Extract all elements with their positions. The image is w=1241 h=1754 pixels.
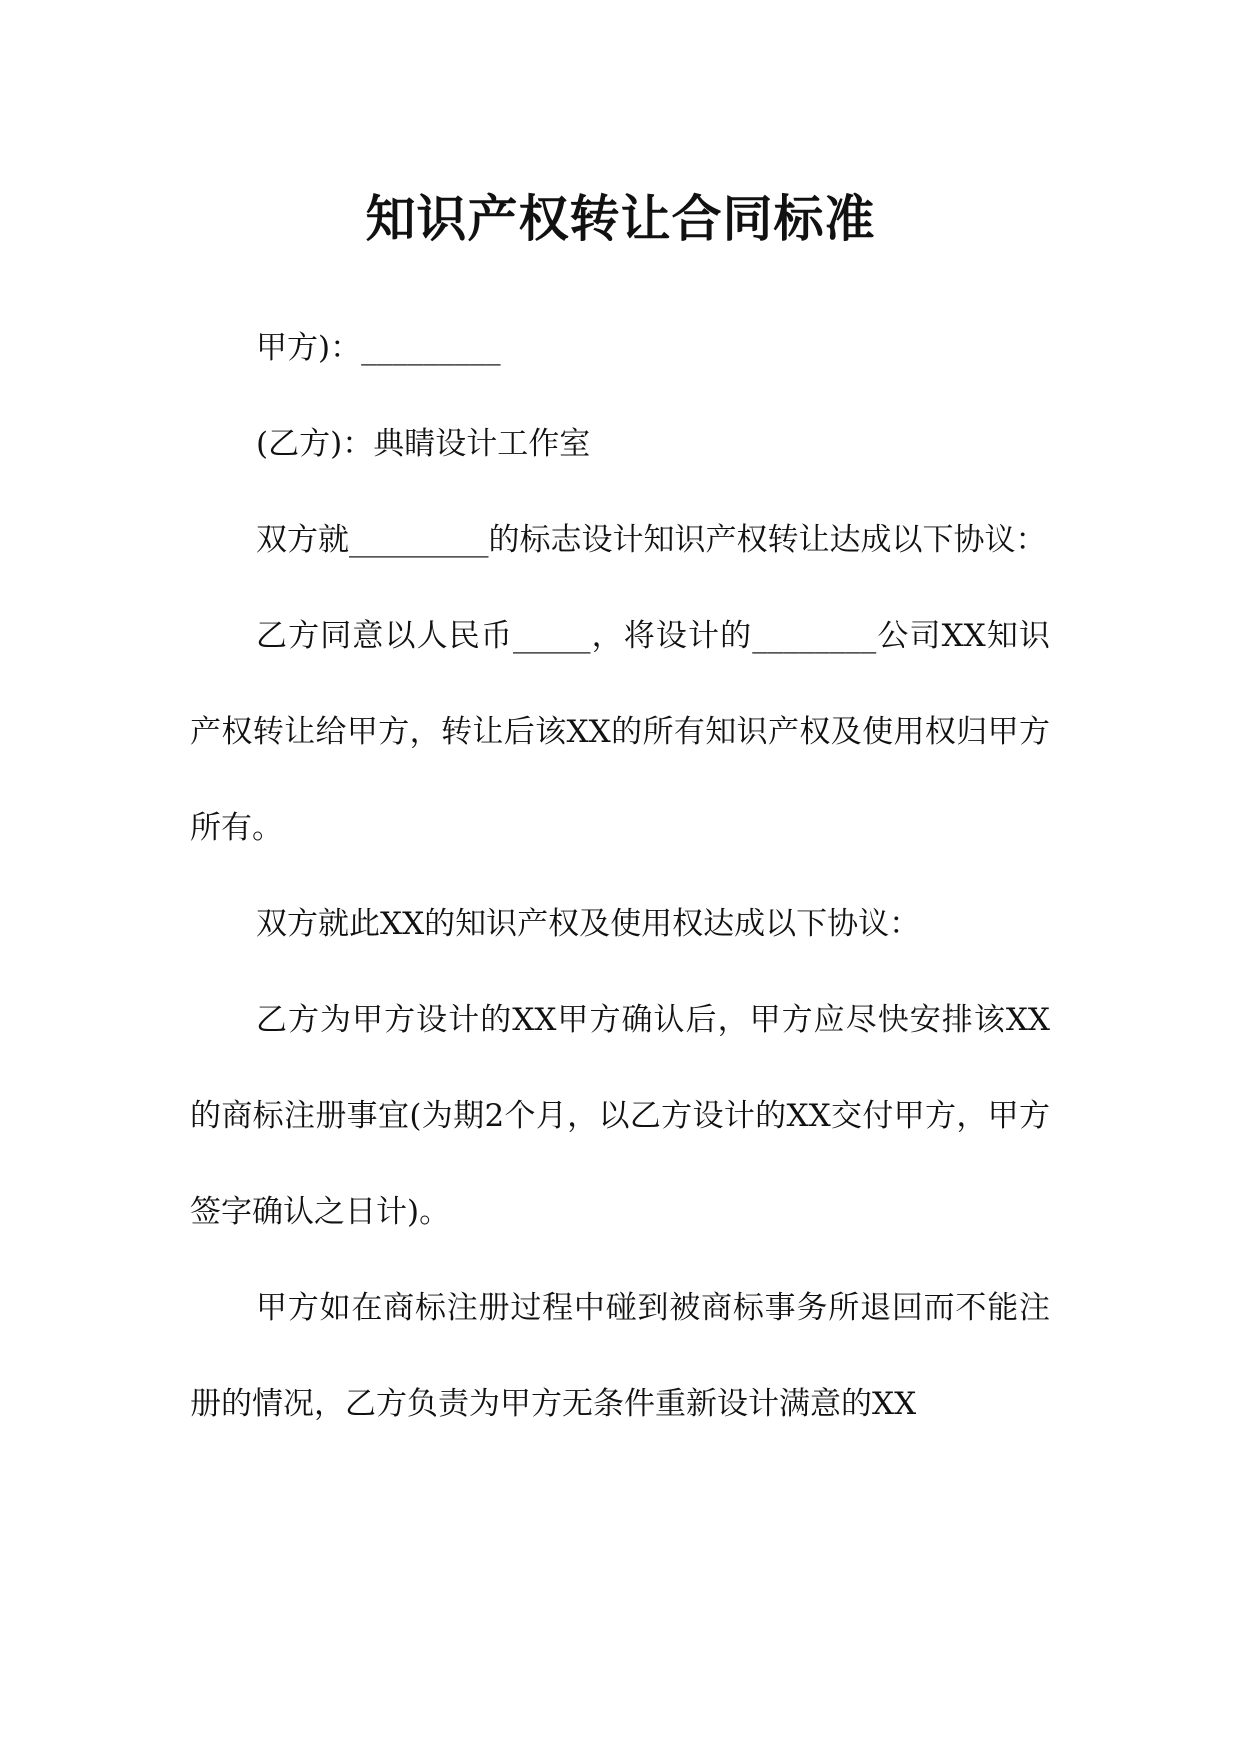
redesign-clause-paragraph: 甲方如在商标注册过程中碰到被商标事务所退回而不能注册的情况，乙方负责为甲方无条件重新设计满意的XX [190,1290,1050,1422]
transfer-clause-paragraph: 乙方同意以人民币_____，将设计的________公司XX知识产权转让给甲方，转让后该XX的所有知识产权及使用权归甲方所有。 [190,618,1050,846]
party-b-line: (乙方)：典睛设计工作室 [256,426,591,462]
trademark-registration-paragraph: 乙方为甲方设计的XX甲方确认后，甲方应尽快安排该XX的商标注册事宜(为期2个月，以乙方设计的XX交付甲方，甲方签字确认之日计)。 [190,1002,1050,1230]
party-a-line: 甲方)：_________ [256,330,501,366]
usage-rights-intro-paragraph: 双方就此XX的知识产权及使用权达成以下协议： [256,906,921,942]
document-title: 知识产权转让合同标准 [365,189,876,248]
agreement-intro-paragraph: 双方就_________的标志设计知识产权转让达成以下协议： [256,522,1047,558]
document-body [190,300,1050,1452]
